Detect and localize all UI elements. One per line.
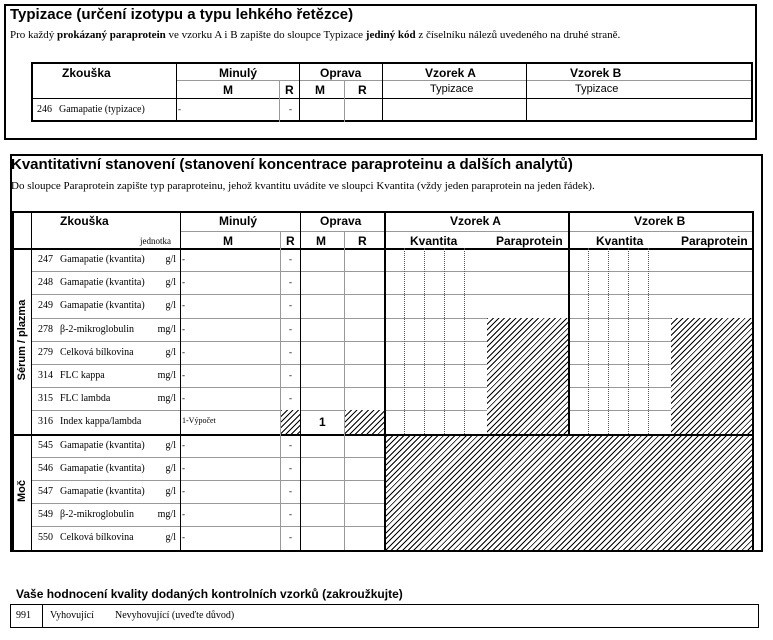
kv-input-oprava-m[interactable]	[301, 504, 343, 525]
typ-header-typizace-b: Typizace	[575, 83, 619, 95]
kv-header-oprava-m: M	[316, 234, 326, 248]
kv-row-name: Gamapatie (kvantita)	[60, 439, 145, 451]
kv-row-code: 316	[38, 416, 53, 428]
kv-row-code: 549	[38, 509, 53, 521]
kv-input-oprava-m[interactable]	[301, 319, 343, 340]
hatch-moc-vzorky	[386, 436, 752, 550]
kv-header-minuly: Minulý	[219, 214, 257, 228]
kv-row-minuly-r: -	[289, 393, 292, 404]
hodnoceni-vyhovujici[interactable]: Vyhovující	[50, 610, 94, 621]
kv-row-name: β-2-mikroglobulin	[60, 509, 134, 521]
hatch-vzorek-a-paraprotein	[487, 318, 568, 434]
typ-header-typizace-a: Typizace	[430, 83, 474, 95]
kv-input-oprava-m[interactable]	[301, 342, 343, 363]
kv-row-minuly-m: -	[182, 509, 185, 520]
kv-header-m: M	[223, 234, 233, 248]
kv-row-minuly-m: -	[182, 277, 185, 288]
kv-row-unit: g/l	[165, 462, 176, 474]
kv-row-unit: mg/l	[157, 323, 176, 335]
kv-row-unit: g/l	[165, 486, 176, 497]
kv-row-minuly-m: 1-Výpočet	[182, 416, 216, 426]
kvantitativni-instruction: Do sloupce Paraprotein zapište typ paraproteinu, jehož kvantitu uvádíte ve sloupci Kvantita (vždy jeden paraprotein na jeden řádek).	[11, 180, 595, 192]
typ-header-r: R	[285, 83, 294, 97]
typ-input-oprava-r[interactable]	[345, 99, 381, 120]
kv-row-code: 314	[38, 370, 53, 381]
typ-input-typizace-b[interactable]	[527, 99, 750, 120]
kv-input-oprava-m[interactable]	[301, 365, 343, 386]
kv-row-unit: g/l	[165, 277, 176, 289]
kv-header-jednotka: jednotka	[140, 236, 171, 246]
kv-row-minuly-m: -	[182, 323, 185, 334]
kv-row-name: Gamapatie (kvantita)	[60, 254, 145, 265]
kv-row-minuly-r: -	[289, 486, 292, 496]
kv-row-minuly-r: -	[289, 509, 292, 520]
kv-row-minuly-m: -	[182, 370, 185, 380]
kv-row-minuly-m: -	[182, 532, 185, 543]
kv-row-oprava-m-value: 1	[319, 415, 326, 430]
kv-row-code: 545	[38, 439, 53, 451]
kv-row-unit: mg/l	[157, 370, 176, 381]
kv-row-name: Gamapatie (kvantita)	[60, 277, 145, 289]
kv-row-unit: mg/l	[157, 393, 176, 405]
kv-row-unit: g/l	[165, 254, 176, 265]
kv-row-code: 249	[38, 300, 53, 312]
kv-row-code: 248	[38, 277, 53, 289]
typ-header-m: M	[223, 83, 233, 97]
kv-row-minuly-r: -	[289, 439, 292, 450]
kv-row-name: FLC lambda	[60, 393, 111, 405]
kv-row-minuly-r: -	[289, 277, 292, 288]
kv-input-oprava-m[interactable]	[301, 435, 343, 456]
kv-row-unit: g/l	[165, 300, 176, 312]
kv-input-oprava-m[interactable]	[301, 388, 343, 409]
kv-row-minuly-m: -	[182, 462, 185, 473]
typ-header-minuly: Minulý	[219, 66, 257, 80]
kv-row-unit: mg/l	[157, 509, 176, 521]
kv-input-oprava-m[interactable]	[301, 249, 343, 270]
hodnoceni-nevyhovujici[interactable]: Nevyhovující (uveďte důvod)	[115, 610, 235, 621]
kv-row-minuly-r: -	[289, 254, 292, 264]
kv-row-unit: g/l	[165, 346, 176, 358]
typ-header-oprava-m: M	[315, 83, 325, 97]
kv-row-minuly-r: -	[289, 346, 292, 357]
kv-input-oprava-m[interactable]	[301, 527, 343, 548]
kv-input-oprava-m[interactable]	[301, 272, 343, 293]
typ-header-vzorek-a: Vzorek A	[425, 66, 476, 80]
kv-row-code: 278	[38, 323, 53, 335]
kv-row-minuly-m: -	[182, 439, 185, 450]
typ-row-m: -	[178, 104, 181, 114]
kv-row-name: Celková bílkovina	[60, 532, 134, 544]
typ-row-r: -	[289, 104, 292, 114]
kv-header-paraprotein-a: Paraprotein	[496, 234, 563, 248]
kv-header-kvantita-b: Kvantita	[596, 234, 644, 248]
kv-row-minuly-r: -	[289, 300, 292, 311]
kv-row-name: Index kappa/lambda	[60, 416, 142, 428]
hodnoceni-code: 991	[16, 610, 31, 621]
kv-row-code: 247	[38, 254, 53, 265]
kv-row-code: 546	[38, 462, 53, 474]
kv-header-oprava-r: R	[358, 234, 367, 248]
kv-row-code: 547	[38, 486, 53, 497]
kv-row-minuly-m: -	[182, 393, 185, 404]
kv-header-vzorek-a: Vzorek A	[450, 214, 501, 228]
typ-input-typizace-a[interactable]	[383, 99, 525, 120]
kv-row-unit: g/l	[165, 532, 176, 544]
kv-row-name: FLC kappa	[60, 370, 105, 381]
typ-input-oprava-m[interactable]	[300, 99, 343, 120]
typ-row-code: 246	[37, 104, 52, 115]
kv-row-minuly-r: -	[289, 532, 292, 543]
kv-row-name: Gamapatie (kvantita)	[60, 486, 145, 497]
kv-row-unit: g/l	[165, 439, 176, 451]
kv-input-oprava-m[interactable]	[301, 295, 343, 316]
kv-row-code: 550	[38, 532, 53, 544]
group-label-moc: Moč	[15, 479, 28, 502]
kv-header-r: R	[286, 234, 295, 248]
kv-header-vzorek-b: Vzorek B	[634, 214, 686, 228]
kv-row-name: β-2-mikroglobulin	[60, 323, 134, 335]
typ-header-zkouska: Zkouška	[62, 66, 111, 80]
hatch-index-oprava-r	[345, 410, 384, 433]
hatch-vzorek-b-paraprotein	[671, 318, 752, 434]
typ-header-oprava: Oprava	[320, 66, 362, 80]
kv-header-kvantita-a: Kvantita	[410, 234, 458, 248]
kv-header-oprava: Oprava	[320, 214, 362, 228]
kv-row-minuly-r: -	[289, 370, 292, 380]
typ-row-name: Gamapatie (typizace)	[59, 104, 145, 115]
hatch-index-r	[281, 410, 300, 433]
typizace-title: Typizace (určení izotypu a typu lehkého řetězce)	[10, 6, 354, 23]
kv-input-oprava-m[interactable]	[301, 481, 343, 502]
kv-row-minuly-m: -	[182, 346, 185, 357]
kv-input-oprava-m[interactable]	[301, 458, 343, 479]
kvantitativni-title: Kvantitativní stanovení (stanovení koncentrace paraproteinu a dalších analytů)	[11, 156, 573, 173]
kv-row-name: Celková bílkovina	[60, 346, 134, 358]
kv-row-name: Gamapatie (kvantita)	[60, 300, 145, 312]
kv-row-code: 279	[38, 346, 53, 358]
kv-row-name: Gamapatie (kvantita)	[60, 462, 145, 474]
group-label-serum: Sérum / plazma	[15, 299, 28, 381]
kv-header-paraprotein-b: Paraprotein	[681, 234, 748, 248]
typizace-instruction: Pro každý prokázaný paraprotein ve vzorku A i B zapište do sloupce Typizace jediný kód z číselníku nálezů uvedeného na druhé straně.	[10, 29, 621, 41]
hodnoceni-title: Vaše hodnocení kvality dodaných kontrolních vzorků (zakroužkujte)	[16, 587, 403, 601]
kv-row-code: 315	[38, 393, 53, 405]
typ-header-oprava-r: R	[358, 83, 367, 97]
kv-row-minuly-r: -	[289, 323, 292, 334]
kv-row-minuly-m: -	[182, 300, 185, 311]
typ-header-vzorek-b: Vzorek B	[570, 66, 622, 80]
kv-header-zkouska: Zkouška	[60, 214, 109, 228]
kv-row-minuly-r: -	[289, 462, 292, 473]
kv-row-minuly-m: -	[182, 254, 185, 264]
kv-row-minuly-m: -	[182, 486, 185, 496]
